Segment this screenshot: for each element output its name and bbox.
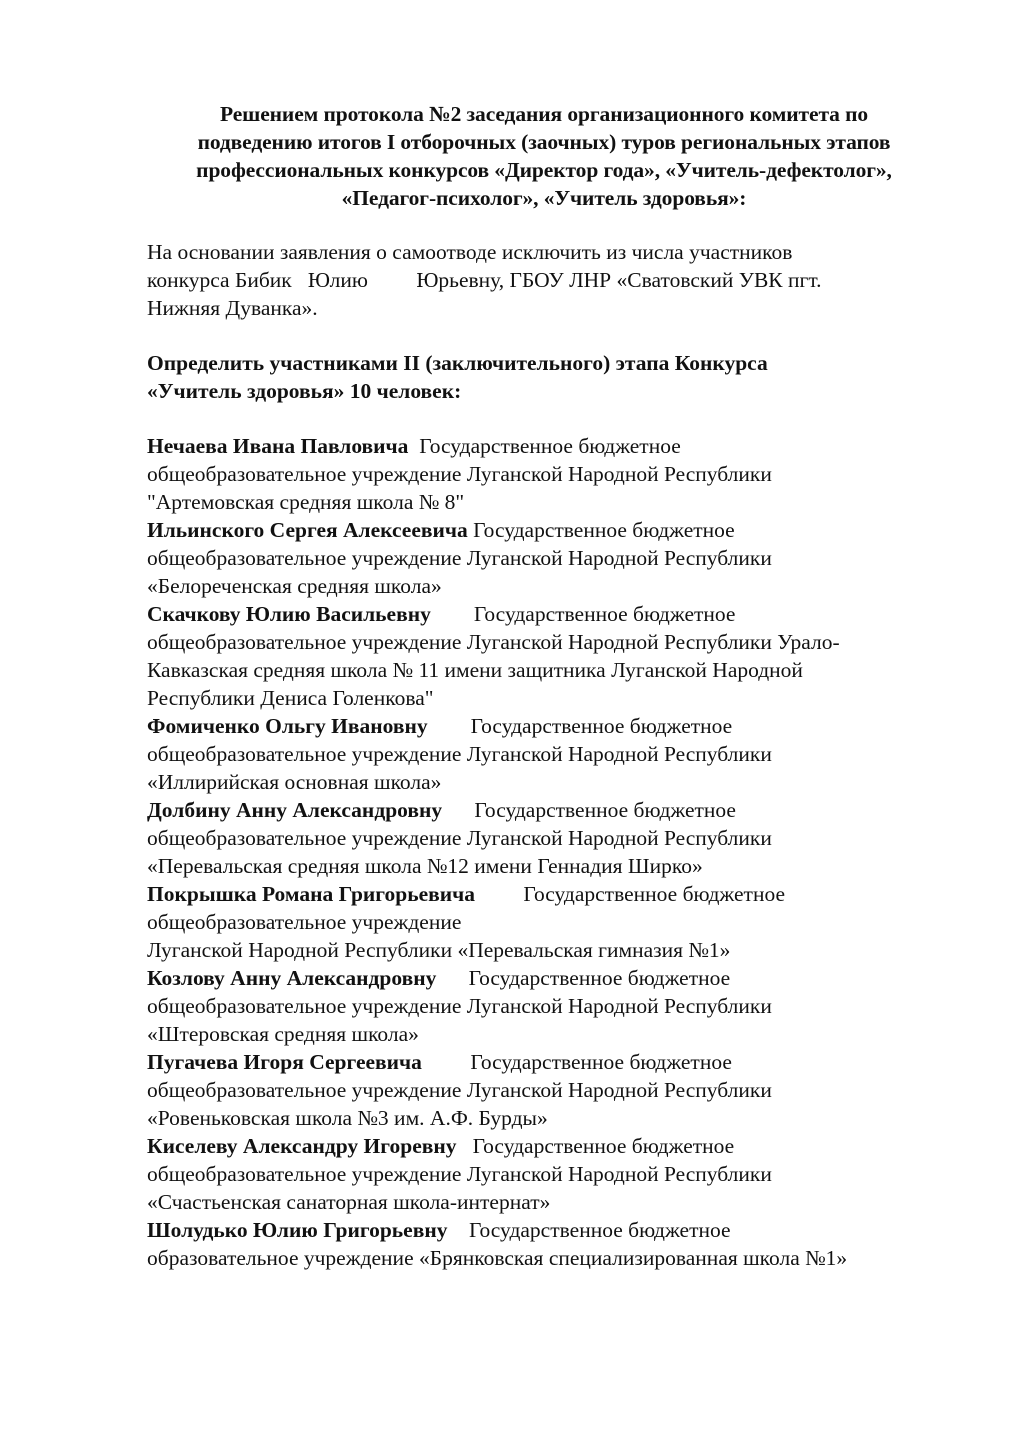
participant-name: Нечаева Ивана Павловича — [147, 434, 409, 458]
participant-institution-line: общеобразовательное учреждение Луганской Народной Республики — [147, 994, 772, 1018]
participant-name: Долбину Анну Александровну — [147, 798, 443, 822]
participant-institution-line: «Штеровская средняя школа» — [147, 1022, 419, 1046]
participant-first-line — [147, 432, 947, 460]
exclusion-line: конкурса Бибик Юлию Юрьевну, ГБОУ ЛНР «Сватовский УВК пгт. — [147, 268, 822, 292]
participant-first-line — [147, 1048, 947, 1076]
exclusion-paragraph — [147, 238, 947, 322]
exclusion-line: На основании заявления о самоотводе исключить из числа участников — [147, 240, 793, 264]
participant-institution-line: Кавказская средняя школа № 11 имени защитника Луганской Народной — [147, 658, 803, 682]
participant-entry — [147, 1216, 947, 1272]
participant-entry — [147, 432, 947, 516]
participant-first-line — [147, 1132, 947, 1160]
participant-institution-line: общеобразовательное учреждение Луганской Народной Республики Урало- — [147, 630, 840, 654]
participant-name: Фомиченко Ольгу Ивановну — [147, 714, 428, 738]
name-gap — [442, 798, 474, 822]
decision-line: Определить участниками II (заключительного) этапа Конкурса — [147, 351, 768, 375]
participant-institution-line: «Ровеньковская школа №3 им. А.Ф. Бурды» — [147, 1106, 548, 1130]
participant-first-line — [147, 600, 947, 628]
name-gap — [436, 966, 468, 990]
participant-institution: Государственное бюджетное — [473, 518, 735, 542]
participant-institution-line: Луганской Народной Республики «Перевальская гимназия №1» — [147, 938, 731, 962]
participant-institution-line: общеобразовательное учреждение Луганской Народной Республики — [147, 462, 772, 486]
participant-institution: Государственное бюджетное — [473, 602, 736, 626]
participant-institution-line: "Артемовская средняя школа № 8" — [147, 490, 465, 514]
participant-entry — [147, 600, 947, 712]
participant-institution-line: общеобразовательное учреждение Луганской Народной Республики — [147, 826, 772, 850]
participant-institution: Государственное бюджетное — [468, 1218, 731, 1242]
participant-institution-line: общеобразовательное учреждение — [147, 910, 462, 934]
participant-institution-line: образовательное учреждение «Брянковская специализированная школа №1» — [147, 1246, 848, 1270]
decision-line: «Учитель здоровья» 10 человек: — [147, 379, 462, 403]
participant-name: Пугачева Игоря Сергеевича — [147, 1050, 422, 1074]
participant-first-line — [147, 712, 947, 740]
participant-institution: Государственное бюджетное — [472, 1134, 735, 1158]
participant-institution-line: общеобразовательное учреждение Луганской Народной Республики — [147, 742, 772, 766]
participant-institution-line: «Иллирийская основная школа» — [147, 770, 442, 794]
participant-entry — [147, 516, 947, 600]
participant-name: Скачкову Юлию Васильевну — [147, 602, 431, 626]
name-gap — [456, 1134, 472, 1158]
participant-institution: Государственное бюджетное — [470, 1050, 732, 1074]
participant-entry — [147, 712, 947, 796]
exclusion-line: Нижняя Дуванка». — [147, 296, 318, 320]
participant-institution: Государственное бюджетное — [474, 798, 736, 822]
document-title — [147, 100, 941, 212]
participant-name: Шолудько Юлию Григорьевну — [147, 1218, 448, 1242]
title-line: «Педагог-психолог», «Учитель здоровья»: — [341, 186, 747, 210]
name-gap — [422, 1050, 470, 1074]
participant-name: Ильинского Сергея Алексеевича — [147, 518, 468, 542]
participant-first-line — [147, 880, 947, 908]
decision-heading — [147, 349, 947, 405]
participants-list — [147, 432, 947, 1272]
participant-institution-line: общеобразовательное учреждение Луганской Народной Республики — [147, 546, 772, 570]
title-line: подведению итогов I отборочных (заочных) туров региональных этапов — [197, 130, 891, 154]
participant-institution-line: общеобразовательное учреждение Луганской Народной Республики — [147, 1078, 772, 1102]
name-gap — [447, 1218, 469, 1242]
name-gap — [408, 434, 419, 458]
participant-entry — [147, 1048, 947, 1132]
name-gap — [475, 882, 523, 906]
participant-institution-line: Республики Дениса Голенкова" — [147, 686, 434, 710]
participant-institution-line: «Белореченская средняя школа» — [147, 574, 442, 598]
participant-name: Киселеву Александру Игоревну — [147, 1134, 457, 1158]
participant-first-line — [147, 516, 947, 544]
participant-institution: Государственное бюджетное — [419, 434, 681, 458]
participant-entry — [147, 1132, 947, 1216]
participant-institution-line: «Перевальская средняя школа №12 имени Геннадия Ширко» — [147, 854, 703, 878]
participant-first-line — [147, 964, 947, 992]
participant-institution: Государственное бюджетное — [523, 882, 786, 906]
name-gap — [428, 714, 471, 738]
document-page — [147, 100, 947, 1272]
title-line: профессиональных конкурсов «Директор года», «Учитель-дефектолог», — [196, 158, 892, 182]
participant-entry — [147, 796, 947, 880]
name-gap — [431, 602, 474, 626]
participant-institution: Государственное бюджетное — [470, 714, 733, 738]
participant-institution-line: общеобразовательное учреждение Луганской Народной Республики — [147, 1162, 772, 1186]
participant-entry — [147, 880, 947, 964]
participant-first-line — [147, 796, 947, 824]
participant-institution: Государственное бюджетное — [468, 966, 731, 990]
participant-institution-line: «Счастьенская санаторная школа-интернат» — [147, 1190, 551, 1214]
participant-first-line — [147, 1216, 947, 1244]
participant-name: Покрышка Романа Григорьевича — [147, 882, 476, 906]
title-line: Решением протокола №2 заседания организационного комитета по — [219, 102, 869, 126]
participant-entry — [147, 964, 947, 1048]
participant-name: Козлову Анну Александровну — [147, 966, 437, 990]
